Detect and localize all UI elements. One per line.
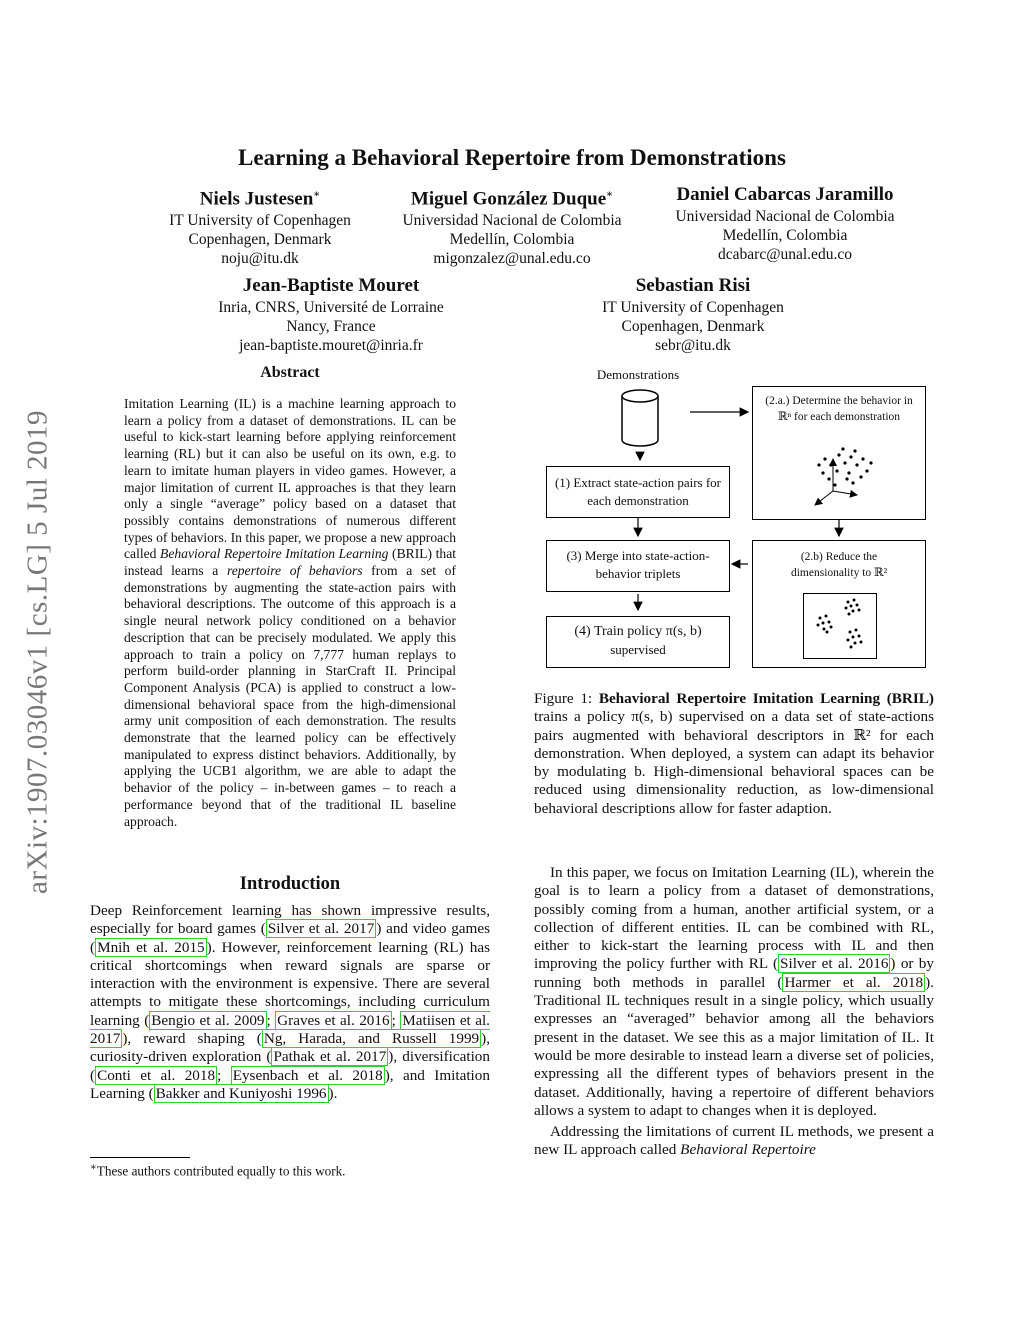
citation-link[interactable]: Silver et al. 2016 [780,955,889,973]
step-2a-label: ℝⁿ for each demonstration [777,411,901,423]
equal-contribution-mark: ∗ [313,189,321,200]
body-text: ; [391,1011,401,1029]
citation-link[interactable]: Harmer et al. 2018 [784,973,924,991]
author-block [186,274,476,355]
citation-link[interactable]: Pathak et al. 2017 [273,1048,387,1066]
citation-link[interactable]: Conti et al. 2018 [97,1066,216,1084]
body-text: ), and Imitation Learning ( [90,1066,490,1102]
author-name: Niels Justesen [199,188,314,210]
author-location: Medellín, Colombia [449,231,575,249]
scatter-2d-plot [803,593,877,659]
step-1-box [546,466,730,518]
citation-link[interactable]: Silver et al. 2017 [267,920,375,938]
database-icon [622,390,658,446]
introduction-heading: Introduction [239,874,341,894]
author-block [548,274,838,355]
introduction-paragraph [90,902,490,1103]
author-block [640,183,930,264]
step-2a-label: (2.a.) Determine the behavior in [765,395,913,407]
body-text: ), diversification ( [90,1048,490,1084]
caption-text: trains a policy π(s, b) supervised on a data set of state-actions pairs augmented with behavioral descriptors in ℝ² for each demonstration. When deployed, a system can adapt its behavior by modulating b. High-dimensional behavioral spaces can be reduced using dimensionality reduction, as low-dimensional behavioral descriptions allow for faster adaption. [534,708,934,817]
footnote-rule [90,1157,190,1158]
author-email[interactable]: migonzalez@unal.edu.co [433,250,591,268]
paper-title: Learning a Behavioral Repertoire from Demonstrations [238,145,786,170]
body-text: ) or by running both methods in parallel ( [534,955,934,991]
abstract-body [124,396,456,830]
citation-link[interactable]: Bakker and Kuniyoshi 1996 [155,1084,327,1102]
body-text: ), curiosity-driven exploration ( [90,1030,490,1066]
citation-link[interactable]: Matiisen et al. 2017 [90,1011,490,1048]
author-location: Copenhagen, Denmark [188,231,332,249]
step-3-label: (3) Merge into state-action-behavior triplets [566,548,710,581]
right-column [534,864,934,1160]
abstract-emphasis: repertoire of behaviors [226,563,363,579]
body-text: ), reward shaping ( [122,1030,262,1048]
author-affiliation: Universidad Nacional de Colombia [402,212,622,230]
footnote [90,1162,490,1179]
figure-caption [534,690,934,818]
author-location: Medellín, Colombia [722,227,848,244]
author-email[interactable]: sebr@itu.dk [655,337,731,354]
step-2b-box [752,540,926,668]
body-text: ; [217,1066,231,1084]
author-name: Sebastian Risi [635,275,751,296]
citation-link[interactable]: Eysenbach et al. 2018 [232,1066,383,1084]
step-1-label: (1) Extract state-action pairs for each demonstration [554,475,722,508]
abstract-text: Imitation Learning (IL) is a machine learning approach to learn a policy from a dataset of demonstrations. IL can be useful to kick-start learning before applying reinforcement learning (RL) but it can also be useful on its own, e.g. to learn to imitate human players in video games. However, a major limitation of current IL approaches is that they learn only a single “average” policy based on a dataset that possibly contains demonstrations of numerous different types of behaviors. In this paper, we propose a new approach called [124,396,456,562]
body-text: ). [328,1084,338,1102]
step-3-box [546,540,730,592]
abstract-emphasis: Behavioral Repertoire Imitation Learning [160,546,389,562]
author-affiliation: Universidad Nacional de Colombia [675,208,895,225]
citation-link[interactable]: Mnih et al. 2015 [97,938,205,956]
author-name: Jean-Baptiste Mouret [242,275,420,296]
abstract-text: from a set of demonstrations by augmenting the state-action pairs with behavioral descriptions. The outcome of this approach is a single neural network policy conditioned on a behavior description that can be precisely modulated. We apply this approach to train a policy on 7,777 human replays to perform build-order planning in StarCraft II. Principal Component Analysis (PCA) is applied to construct a low-dimensional behavioral space from the high-dimensional army unit composition of each demonstration. The results demonstrate that the learned policy can be effectively manipulated to express distinct behaviors. Additionally, by applying the UCB1 algorithm, we are able to adapt the behavior of the policy – in-between games – to reach a performance beyond that of the traditional IL baseline approach. [124,563,456,829]
citation-link[interactable]: Ng, Harada, and Russell 1999 [263,1030,480,1048]
figure-1 [534,362,934,682]
step-4-label: supervised [610,642,666,657]
caption-label: Figure 1: [534,690,599,707]
step-4-label: (4) Train policy π(s, b) [574,624,702,639]
body-paragraph [534,1123,934,1160]
citation-link[interactable]: Graves et al. 2016 [277,1011,390,1029]
equal-contribution-mark: ∗ [606,189,614,200]
demonstrations-label: Demonstrations [596,367,680,382]
author-affiliation: IT University of Copenhagen [169,212,351,230]
author-name: Miguel González Duque [410,188,607,210]
arxiv-side-label [18,372,58,932]
arxiv-id-text: arXiv:1907.03046v1 [cs.LG] 5 Jul 2019 [21,409,54,895]
footnote-mark: ∗ [90,1162,97,1173]
author-affiliation: IT University of Copenhagen [602,299,784,316]
step-2b-label: dimensionality to ℝ² [790,567,888,579]
author-block [372,183,652,268]
scatter-3d-icon [753,429,925,519]
body-text: Deep Reinforcement learning has shown impressive results, especially for board games ( [90,902,490,938]
body-text: Addressing the limitations of current IL methods, we present a new IL approach called [534,1123,934,1159]
step-4-box [546,616,730,668]
body-emphasis: Behavioral Repertoire [680,1141,816,1159]
citation-link[interactable]: Bengio et al. 2009 [151,1011,265,1029]
footnote-text: These authors contributed equally to this work. [96,1163,346,1179]
cluster-scatter-icon [804,594,876,658]
author-block [120,183,400,268]
body-text: ). However, reinforcement learning (RL) has critical shortcomings when reward signals are sparse or interaction with the environment is expensive. There are several attempts to mitigate these shortcomings, including curriculum learning ( [90,938,490,1029]
step-2b-label: (2.b) Reduce the [800,551,878,563]
author-email[interactable]: dcabarc@unal.edu.co [718,246,852,263]
author-affiliation: Inria, CNRS, Université de Lorraine [218,299,444,316]
author-location: Nancy, France [286,318,376,335]
abstract-heading: Abstract [260,364,320,381]
body-paragraph [534,864,934,1120]
caption-bold: Behavioral Repertoire Imitation Learning (BRIL) [598,690,934,707]
body-text: In this paper, we focus on Imitation Learning (IL), wherein the goal is to learn a policy from a dataset of demonstrations, possibly coming from a human, another artificial system, or a collection of different entities. IL can be combined with RL, either to kick-start the learning process with IL and then improving the policy further with RL ( [534,864,934,973]
body-text: ). Traditional IL techniques result in a single policy, which usually expresses an “averaged” behavior among all the behaviors present in the dataset. We see this as a major limitation of IL. It would be more desirable to instead learn a diverse set of policies, expressing all the different types of behaviors present in the dataset. Additionally, having a repertoire of different behaviors allows a system to adapt to changes when it is deployed. [534,973,934,1119]
author-email[interactable]: noju@itu.dk [221,250,299,268]
body-text: ; [266,1011,276,1029]
author-email[interactable]: jean-baptiste.mouret@inria.fr [239,337,423,354]
abstract-text: (BRIL) that instead learns a [124,546,457,579]
author-location: Copenhagen, Denmark [621,318,765,335]
author-name: Daniel Cabarcas Jaramillo [676,184,894,205]
body-text: ) and video games ( [90,920,491,956]
step-2a-box [752,386,926,520]
